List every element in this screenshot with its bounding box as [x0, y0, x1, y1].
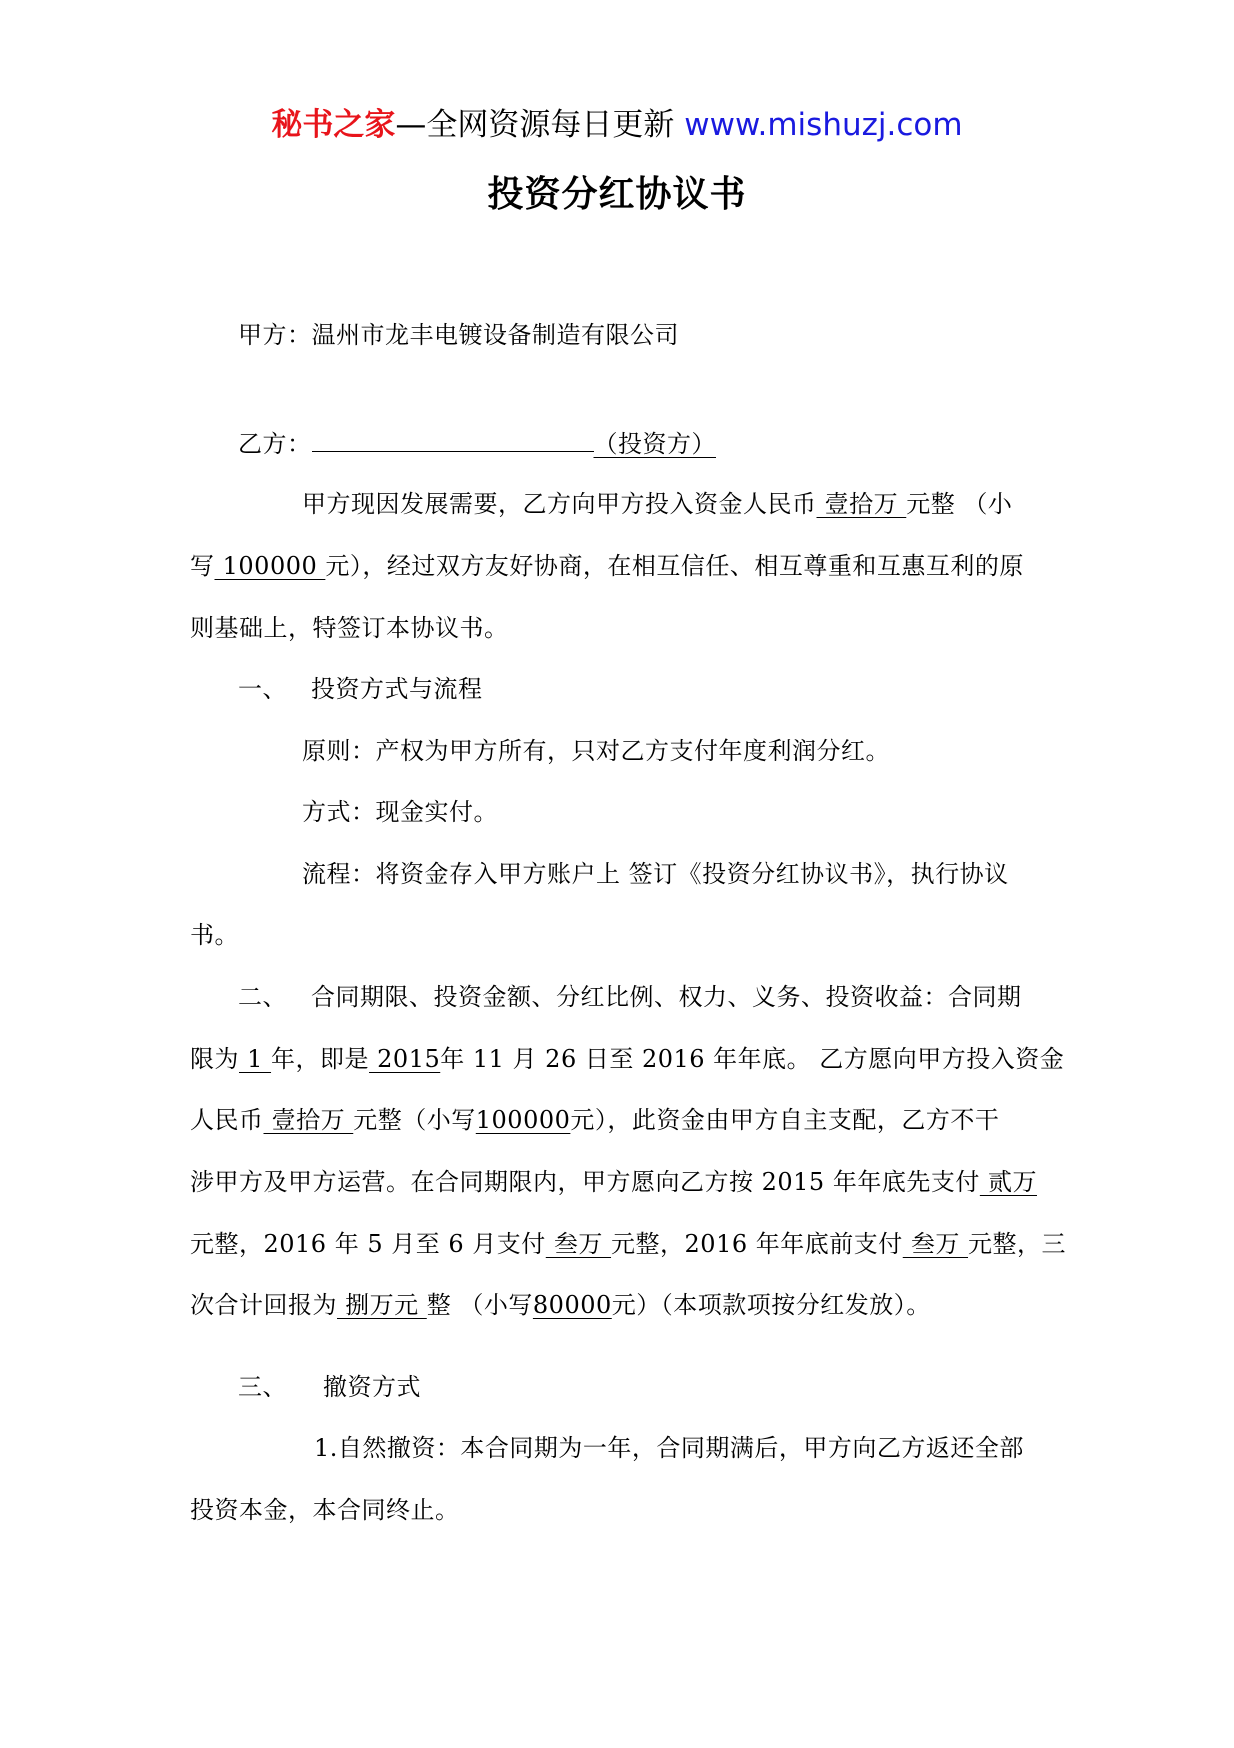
section-2-line-2 [190, 1039, 1064, 1079]
second-payment-amount: 叁万 [545, 1230, 612, 1258]
intro-text: 元整 （小 [906, 490, 1013, 518]
total-return-words: 捌万元 [337, 1291, 427, 1319]
section-2-line-6 [190, 1285, 931, 1325]
section-3-title: 撤资方式 [323, 1373, 421, 1401]
site-url-link[interactable]: www.mishuzj.com [684, 107, 963, 143]
section-2-text: 合同期限、投资金额、分红比例、权力、义务、投资收益：合同期 [311, 983, 1022, 1011]
section-1-heading [238, 669, 483, 709]
section-3-item-1-line-1: 1.自然撤资：本合同期为一年，合同期满后，甲方向乙方返还全部 [314, 1434, 1024, 1462]
section-3-item-1-line-2: 投资本金，本合同终止。 [190, 1496, 460, 1524]
third-payment-amount: 叁万 [902, 1230, 969, 1258]
section-1-principle: 原则：产权为甲方所有，只对乙方支付年度利润分红。 [302, 737, 890, 765]
site-tagline: —全网资源每日更新 [395, 107, 685, 143]
intro-text: 甲方现因发展需要，乙方向甲方投入资金人民币 [302, 490, 817, 518]
party-b-line [238, 423, 716, 464]
section-2-text: 元整（小写 [353, 1106, 476, 1134]
section-3-number: 三、 [238, 1373, 287, 1401]
section-2-text: 年 11 月 26 日至 2016 年年底。 乙方愿向甲方投入资金 [440, 1045, 1065, 1073]
party-b-label: 乙方： [238, 430, 312, 458]
site-banner [0, 100, 1234, 150]
section-2-text: 元整，三 [968, 1230, 1067, 1258]
section-2-text: 元）（本项款项按分红发放）。 [611, 1291, 931, 1319]
intro-text: 元），经过双方友好协商，在相互信任、相互尊重和互惠互利的原 [325, 552, 1024, 580]
document-title: 投资分红协议书 [487, 174, 747, 215]
section-1-number: 一、 [238, 675, 287, 703]
investment-amount-words: 壹拾万 [263, 1106, 354, 1134]
section-2-text: 元），此资金由甲方自主支配，乙方不干 [570, 1106, 1000, 1134]
section-2-text: 涉甲方及甲方运营。在合同期限内，甲方愿向乙方按 2015 年年底先支付 [190, 1168, 980, 1196]
contract-years: 1 [239, 1045, 272, 1073]
section-2-text: 人民币 [190, 1106, 264, 1134]
section-2-number: 二、 [238, 983, 287, 1011]
section-1-title: 投资方式与流程 [311, 675, 483, 703]
site-brand: 秘书之家 [271, 107, 396, 143]
intro-text: 写 [190, 552, 215, 580]
party-b-role: （投资方） [593, 430, 716, 458]
section-1-process-2: 书。 [190, 921, 239, 949]
party-b-blank [312, 423, 594, 452]
party-a-line [238, 315, 679, 355]
section-2-text: 整 （小写 [426, 1291, 533, 1319]
investment-amount-number: 100000 [475, 1106, 571, 1134]
section-3-heading [238, 1367, 421, 1407]
section-2-text: 元整，2016 年 5 月至 6 月支付 [190, 1230, 546, 1258]
section-2-text: 次合计回报为 [190, 1291, 337, 1319]
section-2-line-5 [190, 1224, 1066, 1264]
section-2-text: 限为 [190, 1045, 239, 1073]
section-2-line-1 [238, 977, 1022, 1017]
contract-start-year: 2015 [369, 1045, 441, 1073]
intro-line-1 [302, 484, 1012, 524]
party-a-name: 温州市龙丰电镀设备制造有限公司 [311, 321, 679, 349]
section-1-method: 方式：现金实付。 [302, 798, 498, 826]
intro-amount-number: 100000 [214, 552, 326, 580]
section-2-text: 元整，2016 年年底前支付 [611, 1230, 903, 1258]
section-2-line-3 [190, 1100, 999, 1140]
section-1-process-1: 流程：将资金存入甲方账户上 签订《投资分红协议书》，执行协议 [302, 860, 1009, 888]
section-2-text: 年，即是 [271, 1045, 370, 1073]
intro-line-3: 则基础上，特签订本协议书。 [190, 614, 509, 642]
section-2-line-4 [190, 1162, 1037, 1202]
total-return-number: 80000 [532, 1291, 612, 1319]
first-payment-amount: 贰万 [979, 1168, 1037, 1196]
intro-line-2 [190, 546, 1024, 586]
intro-amount-words: 壹拾万 [816, 490, 907, 518]
party-a-label: 甲方： [238, 321, 312, 349]
